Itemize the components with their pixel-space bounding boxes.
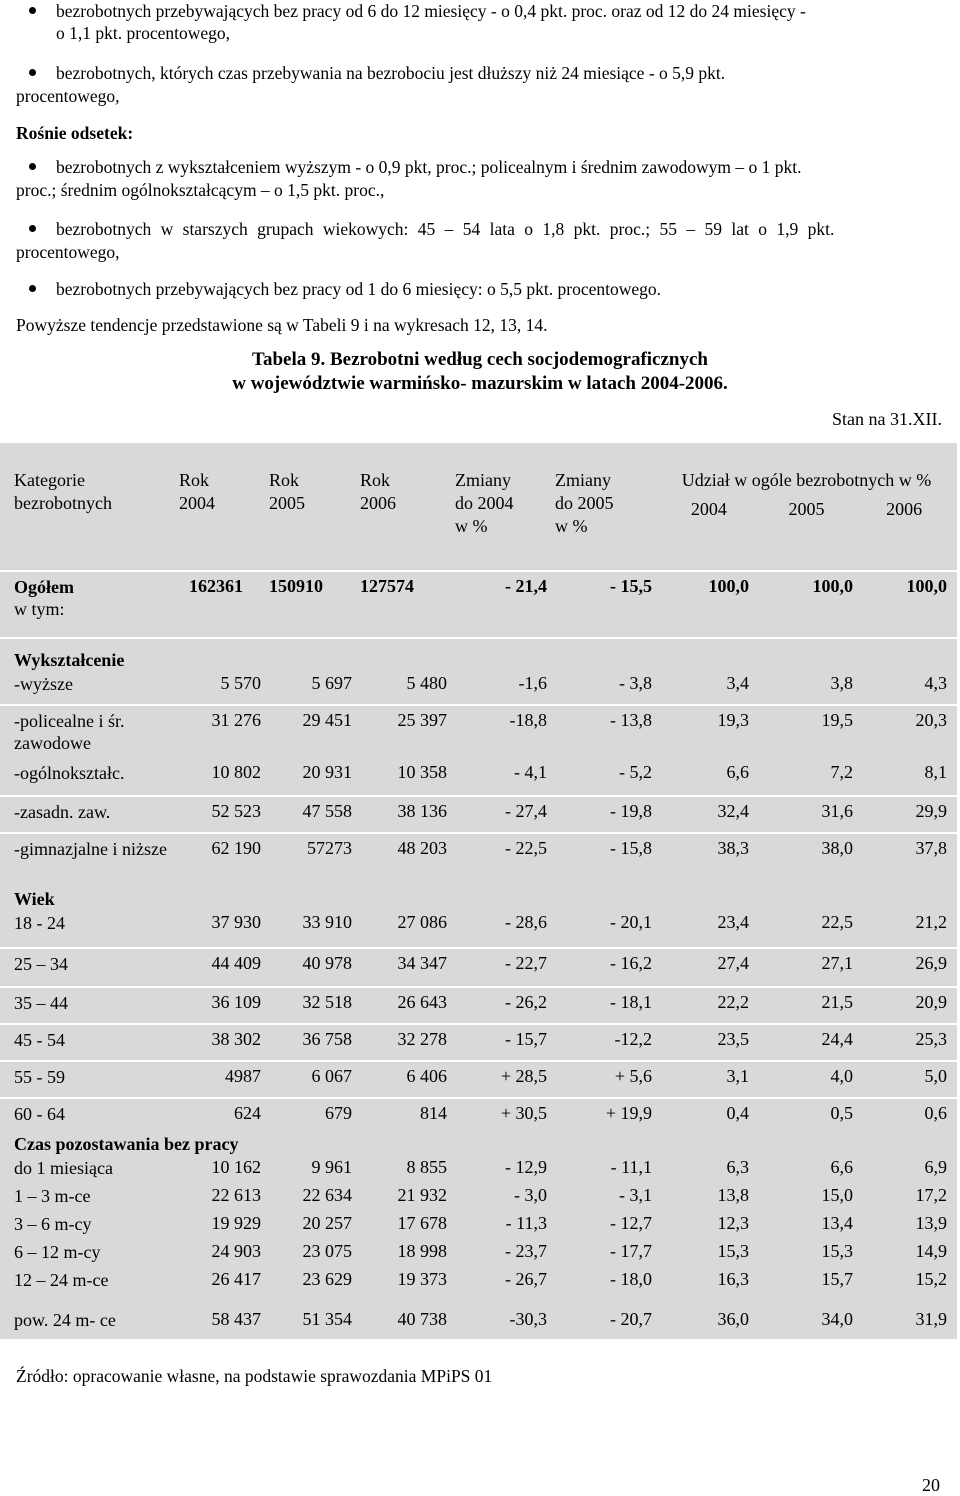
table-row (0, 1267, 957, 1295)
row-label: -ogólnokształc. (0, 758, 175, 796)
header-pct-label: w % (555, 516, 588, 536)
cell-value: 22,5 (763, 910, 867, 948)
bullet-text: bezrobotnych w starszych grupach wiekowych: 45 – 54 lata o 1,8 pkt. proc.; 55 – 59 lat o 1,9 pkt. (56, 219, 835, 239)
section-heading: Wiek (0, 886, 957, 910)
table-caption-line2: w województwie warmińsko- mazurskim w latach 2004-2006. (232, 373, 728, 394)
cell-value: 10 802 (175, 758, 265, 796)
cell-value: 22 634 (265, 1183, 356, 1211)
cell-value: 26 417 (175, 1267, 265, 1295)
cell-value: 15,0 (763, 1183, 867, 1211)
header-do-label: do 2005 (555, 493, 614, 513)
table-row (0, 1211, 957, 1239)
header-rok-label: Rok (269, 470, 300, 490)
cell-value: - 15,7 (451, 1025, 551, 1061)
header-change-2004 (451, 443, 551, 571)
cell-value: -30,3 (451, 1295, 551, 1339)
bullet-dot (29, 69, 36, 76)
cell-value: 6,6 (656, 758, 763, 796)
cell-value: 4987 (175, 1062, 265, 1098)
cell-value: 31 276 (175, 706, 265, 758)
cell-value: 679 (265, 1099, 356, 1131)
row-label: 3 – 6 m-cy (0, 1211, 175, 1239)
cell-value: - 27,4 (451, 797, 551, 833)
cell-value: 21,2 (867, 910, 957, 948)
cell-value: 23 629 (265, 1267, 356, 1295)
header-year-label: 2005 (269, 493, 305, 513)
table-row (0, 1099, 957, 1131)
cell-value: 26 643 (356, 988, 451, 1024)
cell-value: 21 932 (356, 1183, 451, 1211)
cell-value: 29 451 (265, 706, 356, 758)
cell-value: - 23,7 (451, 1239, 551, 1267)
cell-value: 13,8 (656, 1183, 763, 1211)
cell-value: 38 302 (175, 1025, 265, 1061)
section-row (0, 1131, 957, 1155)
cell-value: 624 (175, 1099, 265, 1131)
cell-value: - 11,3 (451, 1211, 551, 1239)
cell-value: + 19,9 (551, 1099, 656, 1131)
cell-value: 6 067 (265, 1062, 356, 1098)
cell-value: 0,5 (763, 1099, 867, 1131)
section-row (0, 886, 957, 910)
cell-value: 7,2 (763, 758, 867, 796)
table-row (0, 797, 957, 833)
header-share-year: 2005 (788, 499, 825, 519)
cell-value: 37 930 (175, 910, 265, 948)
cell-value: 32,4 (656, 797, 763, 833)
cell-value: - 5,2 (551, 758, 656, 796)
cell-value: 3,1 (656, 1062, 763, 1098)
header-2005 (265, 443, 356, 571)
cell-value: 22,2 (656, 988, 763, 1024)
cell-value: 15,2 (867, 1267, 957, 1295)
cell-value: 58 437 (175, 1295, 265, 1339)
cell-value: 15,3 (656, 1239, 763, 1267)
cell-value: 52 523 (175, 797, 265, 833)
cell-value: 38,3 (656, 834, 763, 886)
cell-value: 0,6 (867, 1099, 957, 1131)
cell-value: 5 697 (265, 671, 356, 705)
header-do-label: do 2004 (455, 493, 514, 513)
row-label: 1 – 3 m-ce (0, 1183, 175, 1211)
cell-value: 19 373 (356, 1267, 451, 1295)
table-row (0, 988, 957, 1024)
total-value: 100,0 (763, 572, 867, 638)
cell-value: 36 758 (265, 1025, 356, 1061)
header-2004 (175, 443, 265, 571)
cell-value: 8 855 (356, 1155, 451, 1183)
cell-value: 10 358 (356, 758, 451, 796)
header-zmiany-label: Zmiany (555, 470, 611, 490)
total-value: 127574 (356, 572, 451, 638)
row-label: do 1 miesiąca (0, 1155, 175, 1183)
bullet-dot (29, 225, 36, 232)
cell-value: - 28,6 (451, 910, 551, 948)
cell-value: 13,4 (763, 1211, 867, 1239)
header-zmiany-label: Zmiany (455, 470, 511, 490)
cell-value: 36,0 (656, 1295, 763, 1339)
cell-value: -1,6 (451, 671, 551, 705)
bullet-text: bezrobotnych, których czas przebywania na bezrobociu jest dłuższy niż 24 miesiące - o 5,9 pkt. (56, 63, 726, 83)
cell-value: 34,0 (763, 1295, 867, 1339)
cell-value: - 22,5 (451, 834, 551, 886)
cell-value: - 17,7 (551, 1239, 656, 1267)
cell-value: 37,8 (867, 834, 957, 886)
cell-value: 4,3 (867, 671, 957, 705)
cell-value: 6 406 (356, 1062, 451, 1098)
table-row (0, 706, 957, 758)
cell-value: 5 480 (356, 671, 451, 705)
bullet-dot (29, 163, 36, 170)
cell-value: 6,9 (867, 1155, 957, 1183)
rises-heading: Rośnie odsetek: (16, 123, 134, 143)
bullet-dot (29, 7, 36, 14)
row-label: 55 - 59 (0, 1062, 175, 1098)
table-row (0, 1183, 957, 1211)
table-row (0, 758, 957, 796)
cell-value: - 19,8 (551, 797, 656, 833)
cell-value: - 18,0 (551, 1267, 656, 1295)
cell-value: - 3,1 (551, 1183, 656, 1211)
cell-value: 21,5 (763, 988, 867, 1024)
cell-value: 40 978 (265, 949, 356, 987)
total-value: - 21,4 (451, 572, 551, 638)
cell-value: 51 354 (265, 1295, 356, 1339)
cell-value: - 3,8 (551, 671, 656, 705)
total-value: 100,0 (656, 572, 763, 638)
cell-value: 15,3 (763, 1239, 867, 1267)
cell-value: 25 397 (356, 706, 451, 758)
cell-value: 12,3 (656, 1211, 763, 1239)
cell-value: 23,5 (656, 1025, 763, 1061)
table-row (0, 1295, 957, 1339)
table-row (0, 671, 957, 705)
header-rok-label: Rok (360, 470, 391, 490)
cell-value: 814 (356, 1099, 451, 1131)
cell-value: - 12,9 (451, 1155, 551, 1183)
cell-value: 33 910 (265, 910, 356, 948)
cell-value: - 22,7 (451, 949, 551, 987)
cell-value: + 30,5 (451, 1099, 551, 1131)
cell-value: - 26,7 (451, 1267, 551, 1295)
cell-value: 34 347 (356, 949, 451, 987)
cell-value: 20 931 (265, 758, 356, 796)
cell-value: 17 678 (356, 1211, 451, 1239)
cell-value: 47 558 (265, 797, 356, 833)
table-row (0, 1025, 957, 1061)
cell-value: - 20,1 (551, 910, 656, 948)
cell-value: 6,3 (656, 1155, 763, 1183)
total-sublabel: w tym: (14, 599, 65, 619)
cell-value: 20,3 (867, 706, 957, 758)
table-row (0, 834, 957, 886)
cell-value: 57273 (265, 834, 356, 886)
cell-value: 13,9 (867, 1211, 957, 1239)
cell-value: 22 613 (175, 1183, 265, 1211)
cell-value: 19,5 (763, 706, 867, 758)
cell-value: 48 203 (356, 834, 451, 886)
row-label: -policealne i śr. zawodowe (0, 706, 175, 758)
bullet-text: procentowego, (16, 242, 120, 262)
cell-value: 38,0 (763, 834, 867, 886)
cell-value: 9 961 (265, 1155, 356, 1183)
row-label: 12 – 24 m-ce (0, 1267, 175, 1295)
cell-value: 44 409 (175, 949, 265, 987)
header-category (0, 443, 175, 571)
header-rok-label: Rok (179, 470, 210, 490)
cell-value: 27 086 (356, 910, 451, 948)
header-share-year: 2004 (690, 499, 727, 519)
header-year-label: 2006 (360, 493, 396, 513)
cell-value: 23 075 (265, 1239, 356, 1267)
section-heading: Wykształcenie (0, 639, 957, 671)
cell-value: - 11,1 (551, 1155, 656, 1183)
cell-value: 36 109 (175, 988, 265, 1024)
cell-value: 5,0 (867, 1062, 957, 1098)
cell-value: 6,6 (763, 1155, 867, 1183)
cell-value: 31,9 (867, 1295, 957, 1339)
table-row (0, 1239, 957, 1267)
section-heading: Czas pozostawania bez pracy (0, 1131, 957, 1155)
cell-value: 14,9 (867, 1239, 957, 1267)
cell-value: 27,4 (656, 949, 763, 987)
cell-value: 62 190 (175, 834, 265, 886)
total-value: 162361 (175, 572, 265, 638)
bullet-dot (29, 285, 36, 292)
cell-value: 10 162 (175, 1155, 265, 1183)
cell-value: 19,3 (656, 706, 763, 758)
cell-value: 31,6 (763, 797, 867, 833)
header-share-year: 2006 (886, 499, 923, 519)
bullet-text: bezrobotnych z wykształceniem wyższym - o 0,9 pkt, proc.; policealnym i średnim zawodowym – o 1 pkt. (56, 157, 802, 177)
bullet-text: bezrobotnych przebywających bez pracy od 6 do 12 miesięcy - o 0,4 pkt. proc. oraz od 12 do 24 miesięcy - (56, 1, 806, 21)
cell-value: + 5,6 (551, 1062, 656, 1098)
cell-value: 32 278 (356, 1025, 451, 1061)
row-label: -zasadn. zaw. (0, 797, 175, 833)
cell-value: - 13,8 (551, 706, 656, 758)
cell-value: - 20,7 (551, 1295, 656, 1339)
cell-value: 4,0 (763, 1062, 867, 1098)
header-2006 (356, 443, 451, 571)
cell-value: 16,3 (656, 1267, 763, 1295)
table-status-date: Stan na 31.XII. (832, 409, 942, 429)
table-row (0, 910, 957, 948)
cell-value: 27,1 (763, 949, 867, 987)
total-value: 100,0 (867, 572, 957, 638)
table-row (0, 1062, 957, 1098)
cell-value: 25,3 (867, 1025, 957, 1061)
source-note: Źródło: opracowanie własne, na podstawie sprawozdania MPiPS 01 (16, 1366, 493, 1386)
header-change-2005 (551, 443, 656, 571)
data-table (0, 443, 957, 1339)
bullet-text: procentowego, (16, 86, 120, 106)
cell-value: 24 903 (175, 1239, 265, 1267)
row-label: 18 - 24 (0, 910, 175, 948)
cell-value: - 18,1 (551, 988, 656, 1024)
total-label: Ogółem (14, 577, 74, 597)
cell-value: - 26,2 (451, 988, 551, 1024)
cell-value: 0,4 (656, 1099, 763, 1131)
table-row (0, 949, 957, 987)
row-label: 45 - 54 (0, 1025, 175, 1061)
header-year-label: 2004 (179, 493, 215, 513)
header-pct-label: w % (455, 516, 488, 536)
total-label-cell (0, 572, 175, 638)
bullet-text: bezrobotnych przebywających bez pracy od 1 do 6 miesięcy: o 5,5 pkt. procentowego. (56, 279, 661, 299)
cell-value: 38 136 (356, 797, 451, 833)
row-label: 25 – 34 (0, 949, 175, 987)
row-label: -wyższe (0, 671, 175, 705)
cell-value: 3,8 (763, 671, 867, 705)
cell-value: 15,7 (763, 1267, 867, 1295)
cell-value: 19 929 (175, 1211, 265, 1239)
row-label: pow. 24 m- ce (0, 1295, 175, 1339)
cell-value: 20,9 (867, 988, 957, 1024)
cell-value: 40 738 (356, 1295, 451, 1339)
cell-value: - 15,8 (551, 834, 656, 886)
cell-value: - 12,7 (551, 1211, 656, 1239)
cell-value: 24,4 (763, 1025, 867, 1061)
cell-value: - 16,2 (551, 949, 656, 987)
bullet-text: o 1,1 pkt. procentowego, (56, 23, 230, 43)
cell-value: -12,2 (551, 1025, 656, 1061)
table-row (0, 1155, 957, 1183)
cell-value: 8,1 (867, 758, 957, 796)
summary-text: Powyższe tendencje przedstawione są w Tabeli 9 i na wykresach 12, 13, 14. (16, 315, 548, 335)
cell-value: - 4,1 (451, 758, 551, 796)
cell-value: 5 570 (175, 671, 265, 705)
cell-value: - 3,0 (451, 1183, 551, 1211)
cell-value: 20 257 (265, 1211, 356, 1239)
total-value: 150910 (265, 572, 356, 638)
total-value: - 15,5 (551, 572, 656, 638)
cell-value: + 28,5 (451, 1062, 551, 1098)
table-header-row (0, 443, 957, 571)
section-row (0, 639, 957, 671)
cell-value: 29,9 (867, 797, 957, 833)
cell-value: 3,4 (656, 671, 763, 705)
total-row (0, 572, 957, 638)
cell-value: 17,2 (867, 1183, 957, 1211)
cell-value: 18 998 (356, 1239, 451, 1267)
table-caption-line1: Tabela 9. Bezrobotni według cech socjodemograficznych (252, 349, 708, 370)
row-label: -gimnazjalne i niższe (0, 834, 175, 886)
header-share-label: Udział w ogóle bezrobotnych w % (681, 470, 932, 490)
cell-value: 32 518 (265, 988, 356, 1024)
page-number: 20 (922, 1475, 940, 1495)
bullet-text: proc.; średnim ogólnokształcącym – o 1,5 pkt. proc., (16, 180, 385, 200)
cell-value: -18,8 (451, 706, 551, 758)
header-category-label: Kategorie bezrobotnych (14, 470, 112, 513)
header-share (656, 443, 957, 571)
row-label: 35 – 44 (0, 988, 175, 1024)
row-label: 60 - 64 (0, 1099, 175, 1131)
cell-value: 26,9 (867, 949, 957, 987)
row-label: 6 – 12 m-cy (0, 1239, 175, 1267)
cell-value: 23,4 (656, 910, 763, 948)
